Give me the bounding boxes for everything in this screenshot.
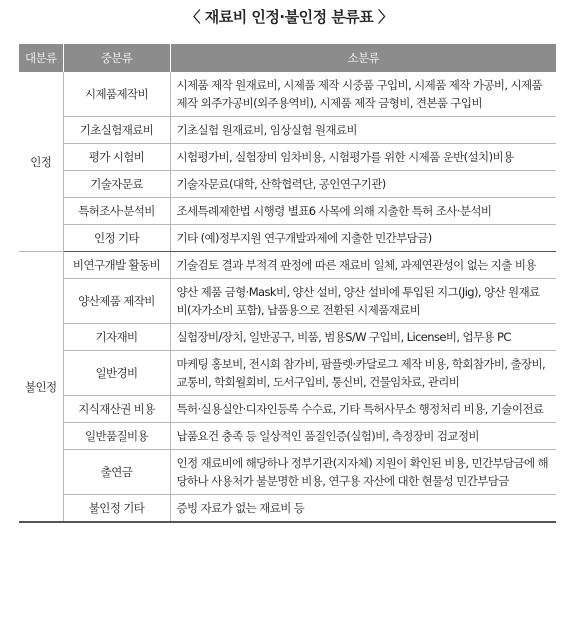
minor-category-cell: 기술검토 결과 부적격 판정에 따른 재료비 일체, 과제연관성이 없는 지출 비용 — [170, 252, 556, 279]
header-major: 대분류 — [19, 44, 63, 72]
table-row — [19, 423, 556, 450]
minor-category-cell: 마케팅 홍보비, 전시회 참가비, 팜플렛·카달로그 제작 비용, 학회참가비, 출장비, 교통비, 학회월회비, 도서구입비, 통신비, 건물임차료, 관리비 — [170, 351, 556, 396]
table-row — [19, 279, 556, 324]
table-row — [19, 396, 556, 423]
table-row — [19, 144, 556, 171]
minor-category-cell: 증빙 자료가 없는 재료비 등 — [170, 495, 556, 523]
table-row — [19, 450, 556, 495]
table-row — [19, 495, 556, 523]
middle-category-cell: 지식재산권 비용 — [63, 396, 170, 423]
table-title: 〈 재료비 인정·불인정 분류표 〉 — [185, 8, 393, 26]
middle-category-cell: 기술자문료 — [63, 171, 170, 198]
minor-category-cell: 특허·실용실안·디자인등록 수수료, 기타 특허사무소 행정처리 비용, 기술이전료 — [170, 396, 556, 423]
minor-category-cell: 기술자문료(대학, 산학협력단, 공인연구기관) — [170, 171, 556, 198]
header-middle: 중분류 — [63, 44, 170, 72]
middle-category-cell: 양산제품 제작비 — [63, 279, 170, 324]
minor-category-cell: 인정 재료비에 해당하나 정부기관(지자체) 지원이 확인된 비용, 민간부담금에 해당하나 사용처가 불분명한 비용, 연구용 자산에 대한 현물성 민간부담금 — [170, 450, 556, 495]
middle-category-cell: 기초실험재료비 — [63, 117, 170, 144]
middle-category-cell: 시제품제작비 — [63, 72, 170, 117]
minor-category-cell: 기초실험 원재료비, 임상실험 원재료비 — [170, 117, 556, 144]
table-header-row — [19, 44, 556, 72]
middle-category-cell: 출연금 — [63, 450, 170, 495]
minor-category-cell: 양산 제품 금형·Mask비, 양산 설비, 양산 설비에 투입된 지그(Jig), 양산 원재료비(자가소비 포함), 납품용으로 전환된 시제품재료비 — [170, 279, 556, 324]
classification-table — [19, 44, 556, 523]
middle-category-cell: 인정 기타 — [63, 225, 170, 252]
minor-category-cell: 기타 (예)정부지원 연구개발과제에 지출한 민간부담금) — [170, 225, 556, 252]
table-row — [19, 117, 556, 144]
table-row — [19, 225, 556, 252]
middle-category-cell: 평가 시험비 — [63, 144, 170, 171]
minor-category-cell: 시험평가비, 실험장비 임차비용, 시험평가를 위한 시제품 운반(설치)비용 — [170, 144, 556, 171]
major-category-cell: 인정 — [19, 72, 63, 252]
minor-category-cell: 실험장비/장치, 일반공구, 비품, 범용S/W 구입비, License비, 업무용 PC — [170, 324, 556, 351]
major-category-cell: 불인정 — [19, 252, 63, 523]
minor-category-cell: 시제품 제작 원재료비, 시제품 제작 시중품 구입비, 시제품 제작 가공비, 시제품 제작 외주가공비(외주용역비), 시제품 제작 금형비, 견본품 구입비 — [170, 72, 556, 117]
minor-category-cell: 조세특례제한법 시행령 별표6 사목에 의해 지출한 특허 조사·분석비 — [170, 198, 556, 225]
middle-category-cell: 기자재비 — [63, 324, 170, 351]
table-row — [19, 72, 556, 117]
table-row — [19, 252, 556, 279]
table-row — [19, 171, 556, 198]
table-row — [19, 324, 556, 351]
table-row — [19, 198, 556, 225]
middle-category-cell: 일반품질비용 — [63, 423, 170, 450]
header-minor: 소분류 — [170, 44, 556, 72]
middle-category-cell: 특허조사·분석비 — [63, 198, 170, 225]
middle-category-cell: 일반경비 — [63, 351, 170, 396]
middle-category-cell: 불인정 기타 — [63, 495, 170, 523]
middle-category-cell: 비연구개발 활동비 — [63, 252, 170, 279]
minor-category-cell: 납품요건 충족 등 일상적인 품질인증(실험)비, 측정장비 검교정비 — [170, 423, 556, 450]
table-row — [19, 351, 556, 396]
